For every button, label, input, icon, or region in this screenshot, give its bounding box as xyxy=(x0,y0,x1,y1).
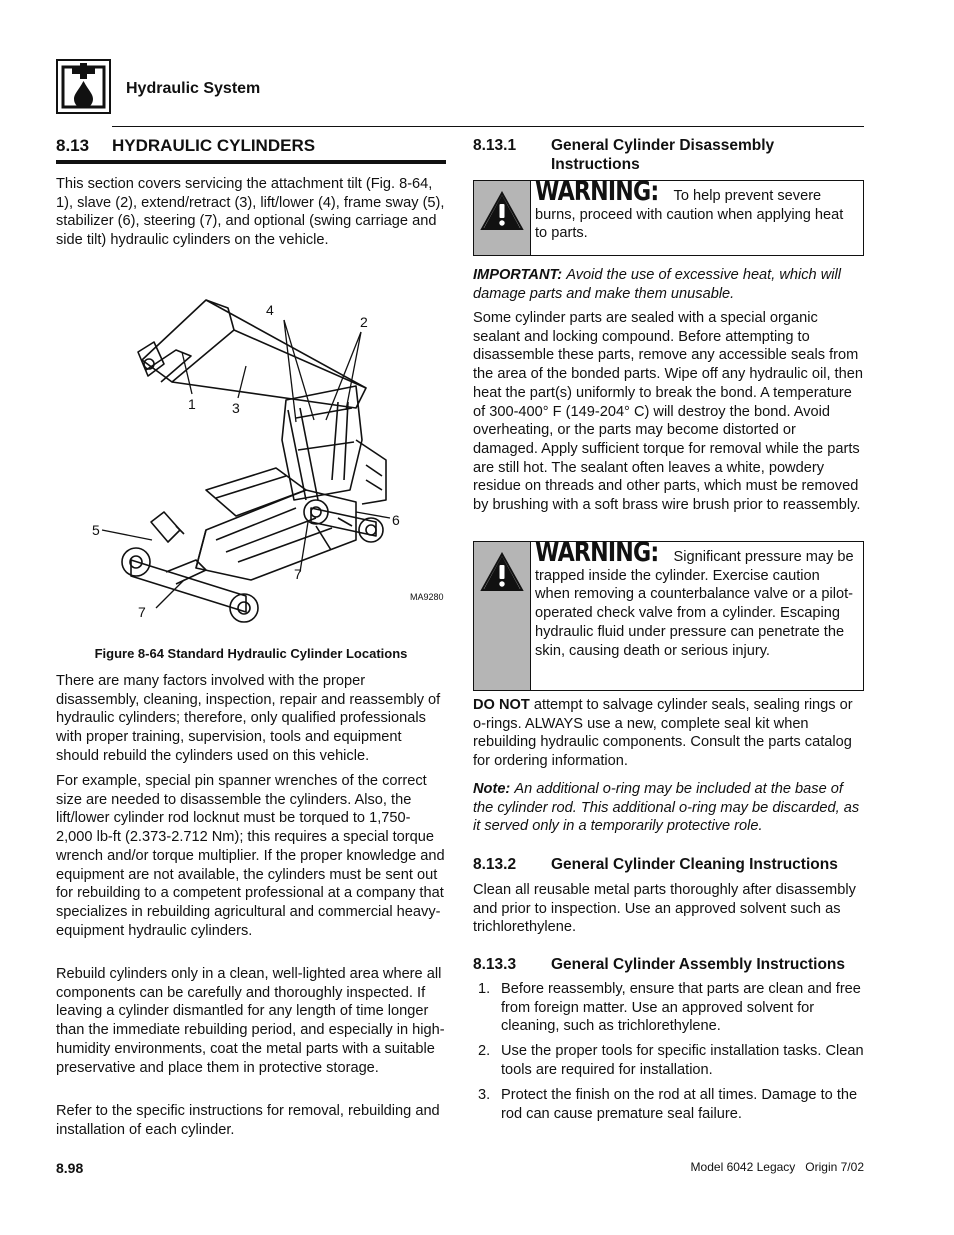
left-paragraph-2: For example, special pin spanner wrenches of the correct size are needed to disassemble the cylinders. Also, the lift/lower cylinder rod locknut must be torqued to 1,750-2,000 lb-ft (2.373-2.712 Nm); this requires a special torque wrench and/or torque multiplier. If the proper knowledge and equipment are not available, the cylinders must be sent out for rebuilding to a competent professional at a company that specializes in rebuilding agricultural and commercial heavy-equipment hydraulic cylinders. xyxy=(56,773,445,939)
callout-2: 2 xyxy=(360,314,368,330)
intro-paragraph: This section covers servicing the attachment tilt (Fig. 8-64, 1), slave (2), extend/retract (3), lift/lower (4), frame sway (5), stabilizer (6), steering (7), and optional (swing carriage and side tilt) hydraulic cylinders on the vehicle. xyxy=(56,176,445,249)
subsection-8-13-1-heading xyxy=(473,136,864,174)
warning-triangle-icon xyxy=(480,191,524,231)
list-item xyxy=(473,980,864,1036)
note-paragraph xyxy=(473,780,864,836)
subsection-title: General Cylinder Disassembly Instructions xyxy=(551,137,775,173)
important-note xyxy=(473,266,864,303)
important-label: IMPORTANT: xyxy=(473,267,563,283)
header-rule xyxy=(112,126,864,127)
do-not-paragraph xyxy=(473,696,864,771)
list-item xyxy=(473,1086,864,1124)
left-paragraph-4: Refer to the specific instructions for removal, rebuilding and installation of each cylinder. xyxy=(56,1103,440,1138)
do-not-label: DO NOT xyxy=(473,697,530,713)
callout-7a: 7 xyxy=(294,566,302,582)
model-origin: Model 6042 Legacy Origin 7/02 xyxy=(690,1160,864,1174)
subsection-title: General Cylinder Assembly Instructions xyxy=(551,956,846,973)
left-paragraph-1: There are many factors involved with the proper disassembly, cleaning, inspection, repair and reassembly of hydraulic cylinders; therefore, only qualified professionals with proper training, supervision, tools and equipment should rebuild the cylinders used on this vehicle. xyxy=(56,673,441,764)
page-number: 8.98 xyxy=(56,1160,84,1176)
subsection-8-13-3-heading xyxy=(473,955,864,974)
note-text: An additional o-ring may be included at the base of the cylinder rod. This additional o-ring may be discarded, as it served only in a temporarily protective role. xyxy=(473,781,860,835)
list-item-number: 1. xyxy=(478,981,491,997)
cleaning-paragraph: Clean all reusable metal parts thoroughly after disassembly and prior to inspection. Use an approved solvent such as trichlorethylene. xyxy=(473,882,856,936)
warning-text: To help prevent severe burns, proceed with caution when applying heat to parts. xyxy=(535,188,844,242)
figure-caption: Figure 8-64 Standard Hydraulic Cylinder Locations xyxy=(94,646,408,661)
hydraulic-system-logo xyxy=(56,59,111,114)
warning-text: Significant pressure may be trapped inside the cylinder. Exercise caution when removing a counterbalance valve or a pilot-operated check valve from a cylinder. Escaping hydraulic fluid under pressure can penetrate the skin, causing death or serious injury. xyxy=(535,549,854,659)
subsection-8-13-2-heading xyxy=(473,855,864,874)
callout-6: 6 xyxy=(392,512,400,528)
subsection-number: 8.13.2 xyxy=(473,856,517,873)
subsection-title: General Cylinder Cleaning Instructions xyxy=(551,856,838,873)
callout-3: 3 xyxy=(232,400,240,416)
important-text: Avoid the use of excessive heat, which will damage parts and make them unusable. xyxy=(473,267,841,302)
callout-5: 5 xyxy=(92,522,100,538)
list-item-number: 3. xyxy=(478,1087,491,1103)
left-paragraph-3: Rebuild cylinders only in a clean, well-lighted area where all components can be carefully and thoroughly inspected. If leaving a cylinder dismantled for any length of time longer than the immediate rebuilding period, and especially in high-humidity environments, coat the metal parts with a suitable preservative and place them in protective storage. xyxy=(56,966,445,1076)
list-item-number: 2. xyxy=(478,1043,491,1059)
warning-triangle-icon xyxy=(480,552,524,592)
right-paragraph-1: Some cylinder parts are sealed with a special organic sealant and locking compound. Before attempting to disassemble these parts, remove any accessible seals from the area of the bonded parts. Wipe off any hydraulic oil, then heat the part(s) uniformly to break the bond. A temperature of 300-400° F (149-204° C) will destroy the bond. Avoid overheating, or the parts may become distorted or damaged. Apply sufficient torque for removal while the parts are still hot. The sealant often leaves a white, powdery residue on threads and other parts, which must be removed by brushing with a soft brass wire brush prior to reassembly. xyxy=(473,310,863,514)
warning-box-heat xyxy=(473,176,864,256)
callout-7b: 7 xyxy=(138,604,146,620)
subsection-number: 8.13.3 xyxy=(473,956,517,973)
do-not-text: attempt to salvage cylinder seals, sealing rings or o-rings. ALWAYS use a new, complete seal kit when rebuilding hydraulic components. Consult the parts catalog for ordering information. xyxy=(473,697,853,770)
warning-label: WARNING: xyxy=(535,176,659,207)
hydraulic-cylinder-drop-icon xyxy=(58,61,109,112)
section-title: HYDRAULIC CYLINDERS xyxy=(112,136,316,155)
list-item-text: Use the proper tools for specific installation tasks. Clean tools are required for installation. xyxy=(501,1043,864,1078)
section-number: 8.13 xyxy=(56,136,90,155)
list-item-text: Before reassembly, ensure that parts are clean and free from foreign matter. Use an approved solvent for cleaning, such as trichlorethylene. xyxy=(501,981,861,1035)
list-item-text: Protect the finish on the rod at all times. Damage to the rod can cause premature seal failure. xyxy=(501,1087,858,1122)
list-item xyxy=(473,1042,864,1080)
cylinder-locations-figure xyxy=(56,290,446,635)
section-heading xyxy=(56,136,446,156)
warning-label: WARNING: xyxy=(535,537,659,568)
callout-4: 4 xyxy=(266,302,274,318)
callout-1: 1 xyxy=(188,396,196,412)
header-section-title: Hydraulic System xyxy=(126,80,261,97)
figure-code: MA9280 xyxy=(410,592,444,602)
section-rule xyxy=(56,160,446,164)
warning-box-pressure xyxy=(473,537,864,691)
subsection-number: 8.13.1 xyxy=(473,137,517,154)
machine-illustration xyxy=(56,290,446,635)
note-label: Note: xyxy=(473,781,511,797)
